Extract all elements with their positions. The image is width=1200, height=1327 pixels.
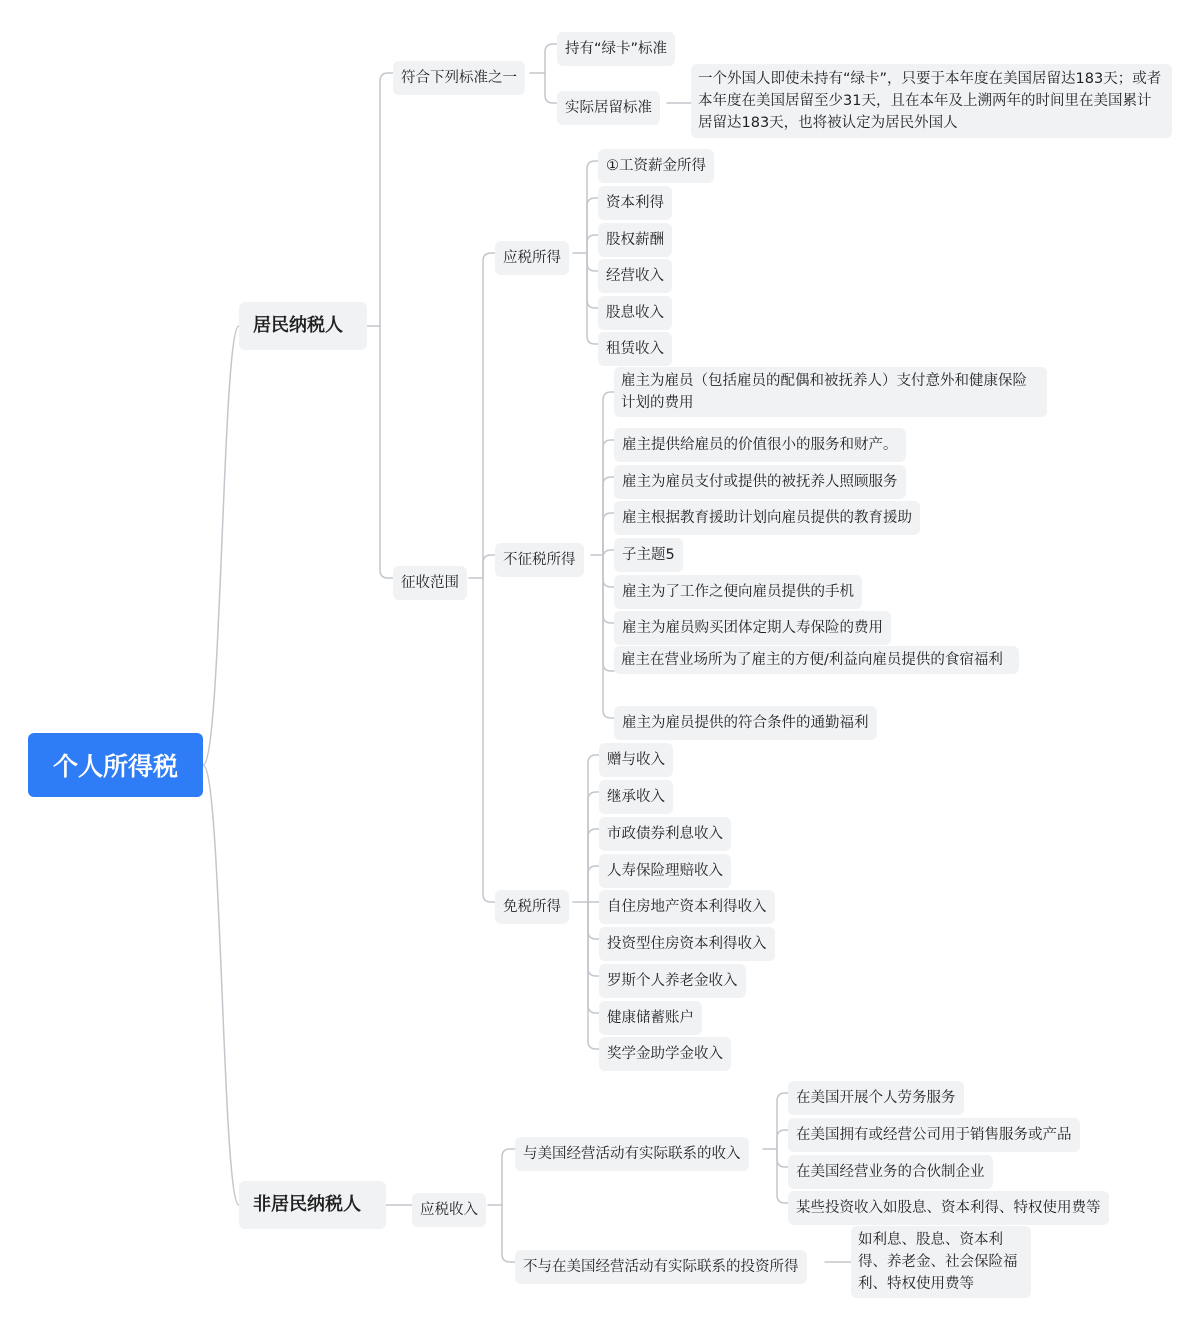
topic-residence-detail[interactable]: 一个外国人即使未持有“绿卡”，只要于本年度在美国居留达183天；或者本年度在美国居留至少31天，且在本年及上溯两年的时间里在美国累计居留达183天，也将被认定为居民外国人 <box>691 64 1172 138</box>
topic-residence-standard[interactable]: 实际居留标准 <box>557 91 660 125</box>
topic-not-connected[interactable]: 不与在美国经营活动有实际联系的投资所得 <box>515 1250 807 1284</box>
topic-taxable-receipts[interactable]: 应税收入 <box>412 1193 486 1227</box>
taxable-item[interactable]: 经营收入 <box>598 259 672 293</box>
taxable-item[interactable]: 股权薪酬 <box>598 223 672 257</box>
topic-resident-taxpayer[interactable]: 居民纳税人 <box>239 302 367 350</box>
exempt-item[interactable]: 投资型住房资本利得收入 <box>599 927 775 961</box>
exempt-item[interactable]: 继承收入 <box>599 780 673 814</box>
taxable-item[interactable]: 资本利得 <box>598 186 672 220</box>
topic-not-connected-detail[interactable]: 如利息、股息、资本利得、养老金、社会保险福利、特权使用费等 <box>851 1226 1031 1298</box>
connected-item[interactable]: 某些投资收入如股息、资本利得、特权使用费等 <box>788 1191 1109 1225</box>
taxable-item[interactable]: 股息收入 <box>598 296 672 330</box>
exempt-item[interactable]: 自住房地产资本利得收入 <box>599 890 775 924</box>
non-taxable-item[interactable]: 子主题5 <box>614 538 683 572</box>
topic-exempt-income[interactable]: 免税所得 <box>495 890 569 924</box>
connected-item[interactable]: 在美国开展个人劳务服务 <box>788 1081 964 1115</box>
topic-collection-scope[interactable]: 征收范围 <box>393 566 467 600</box>
taxable-item[interactable]: 租赁收入 <box>598 332 672 366</box>
non-taxable-item[interactable]: 雇主为雇员支付或提供的被抚养人照顾服务 <box>614 465 906 499</box>
topic-effectively-connected[interactable]: 与美国经营活动有实际联系的收入 <box>515 1137 749 1171</box>
topic-nonresident-taxpayer[interactable]: 非居民纳税人 <box>239 1181 386 1229</box>
topic-green-card[interactable]: 持有“绿卡”标准 <box>557 32 675 66</box>
non-taxable-item[interactable]: 雇主为雇员提供的符合条件的通勤福利 <box>614 706 877 740</box>
topic-taxable-income[interactable]: 应税所得 <box>495 241 569 275</box>
non-taxable-item[interactable]: 雇主在营业场所为了雇主的方便/利益向雇员提供的食宿福利 <box>614 646 1019 674</box>
non-taxable-item[interactable]: 雇主提供给雇员的价值很小的服务和财产。 <box>614 428 906 462</box>
non-taxable-item[interactable]: 雇主为雇员（包括雇员的配偶和被抚养人）支付意外和健康保险计划的费用 <box>614 367 1047 417</box>
topic-criteria[interactable]: 符合下列标准之一 <box>393 61 525 95</box>
exempt-item[interactable]: 市政债券利息收入 <box>599 817 731 851</box>
exempt-item[interactable]: 赠与收入 <box>599 743 673 777</box>
exempt-item[interactable]: 健康储蓄账户 <box>599 1001 702 1035</box>
taxable-item[interactable]: ①工资薪金所得 <box>598 149 714 183</box>
topic-non-taxable-income[interactable]: 不征税所得 <box>495 543 584 577</box>
root-topic[interactable]: 个人所得税 <box>28 733 203 797</box>
exempt-item[interactable]: 奖学金助学金收入 <box>599 1037 731 1071</box>
connected-item[interactable]: 在美国经营业务的合伙制企业 <box>788 1155 993 1189</box>
non-taxable-item[interactable]: 雇主为了工作之便向雇员提供的手机 <box>614 575 862 609</box>
exempt-item[interactable]: 罗斯个人养老金收入 <box>599 964 746 998</box>
connected-item[interactable]: 在美国拥有或经营公司用于销售服务或产品 <box>788 1118 1080 1152</box>
non-taxable-item[interactable]: 雇主根据教育援助计划向雇员提供的教育援助 <box>614 501 920 535</box>
non-taxable-item[interactable]: 雇主为雇员购买团体定期人寿保险的费用 <box>614 611 891 645</box>
exempt-item[interactable]: 人寿保险理赔收入 <box>599 854 731 888</box>
